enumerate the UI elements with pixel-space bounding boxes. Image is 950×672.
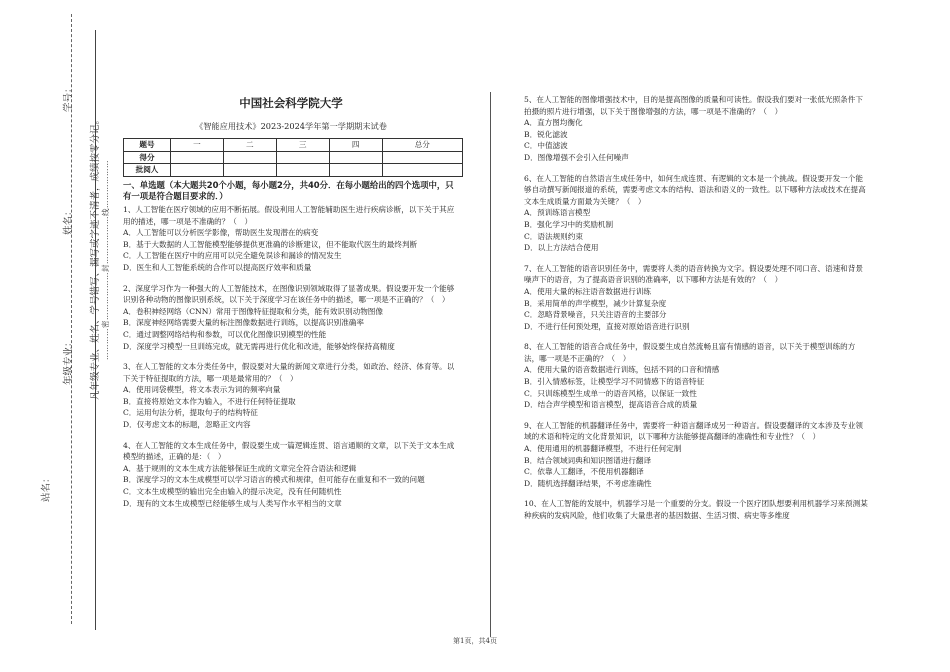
question-item — [123, 361, 459, 431]
right-column — [524, 94, 870, 531]
question-item — [524, 94, 870, 164]
answer-option[interactable]: A．使用大量的语音数据进行训练，包括不同的口音和情感 — [524, 365, 720, 375]
answer-option[interactable]: D．以上方法结合使用 — [524, 243, 599, 253]
score-cell[interactable] — [276, 151, 329, 164]
question-stem: 10、在人工智能的发展中，机器学习是一个重要的分支。假设一个医疗团队想要利用机器学习来预测某种疾病的发病风险，他们收集了大量患者的基因数据、生活习惯、病史等多维度 — [524, 499, 868, 520]
answer-option[interactable]: B．深度神经网络需要大量的标注图像数据进行训练，以提高识别准确率 — [123, 318, 364, 328]
answer-option[interactable]: C．忽略背景噪音，只关注语音的主要部分 — [524, 310, 667, 320]
answer-option[interactable]: A．人工智能可以分析医学影像，帮助医生发现潜在的病变 — [123, 228, 319, 238]
answer-option[interactable]: C．依靠人工翻译，不使用机器翻译 — [524, 467, 644, 477]
score-table-row — [124, 151, 463, 164]
grading-notice: 凡年级专业、姓名、学号错写、漏写或字迹不清者，成绩按零分记。 — [90, 114, 101, 400]
name-label: 姓名： — [63, 206, 74, 235]
grader-cell[interactable] — [382, 164, 462, 177]
question-stem: 6、在人工智能的自然语言生成任务中，如何生成连贯、有逻辑的文本是一个挑战。假设要开发一个能够自动撰写新闻报道的系统，需要考虑文本的结构、语法和语义的一致性。以下哪种方法或技术在提高文本生成质量方面最为关键？（ ） — [524, 173, 866, 206]
question-stem: 3、在人工智能的文本分类任务中，假设要对大量的新闻文章进行分类，如政治、经济、体育等。以下关于特征提取的方法，哪一项是最常用的？（ ） — [123, 362, 455, 383]
answer-option[interactable]: D．现有的文本生成模型已经能够生成与人类写作水平相当的文章 — [123, 498, 342, 508]
answer-option[interactable]: D．随机选择翻译结果，不考虑准确性 — [524, 478, 652, 488]
question-item — [123, 440, 459, 510]
answer-option[interactable]: D．医生和人工智能系统的合作可以提高医疗效率和质量 — [123, 262, 312, 272]
answer-option[interactable]: B．深度学习的文本生成模型可以学习语言的模式和规律，但可能存在重复和不一致的问题 — [123, 475, 425, 485]
table-col-2: 二 — [223, 139, 276, 152]
grader-cell[interactable] — [223, 164, 276, 177]
answer-option[interactable]: C．中值滤波 — [524, 141, 568, 151]
question-item — [524, 173, 870, 254]
table-col-4: 四 — [329, 139, 382, 152]
question-list-right — [524, 94, 870, 522]
answer-option[interactable]: B．结合领域词典和知识图谱进行翻译 — [524, 455, 652, 465]
answer-option[interactable]: A．使用词袋模型，将文本表示为词的频率向量 — [123, 385, 281, 395]
question-stem: 7、在人工智能的语音识别任务中，需要将人类的语音转换为文字。假设要处理不同口音、语速和背景噪声下的语音，为了提高语音识别的准确率，以下哪种方法是有效的？（ ） — [524, 263, 863, 285]
answer-option[interactable]: B．强化学习中的奖励机制 — [524, 219, 614, 229]
question-stem: 4、在人工智能的文本生成任务中，假设要生成一篇逻辑连贯、语言通顺的文章，以下关于文本生成模型的描述，正确的是：（ ） — [123, 440, 455, 462]
answer-option[interactable]: A．使用大量的标注语音数据进行训练 — [524, 286, 651, 296]
table-col-total: 总分 — [382, 139, 462, 152]
seal-line-label: …………密………………封………………线……………… — [101, 160, 110, 360]
question-list-left — [123, 204, 459, 509]
answer-option[interactable]: D．仅考虑文本的标题，忽略正文内容 — [123, 420, 251, 430]
answer-option[interactable]: C．通过调整网络结构和参数，可以优化图像识别模型的性能 — [123, 329, 327, 339]
answer-option[interactable]: A．使用通用的机器翻译模型，不进行任何定制 — [524, 444, 682, 454]
score-cell[interactable] — [171, 151, 224, 164]
answer-option[interactable]: A．基于规则的文本生成方法能够保证生成的文章完全符合语法和逻辑 — [123, 463, 357, 473]
score-cell[interactable] — [382, 151, 462, 164]
question-stem: 1、人工智能在医疗领域的应用不断拓展。假设利用人工智能辅助医生进行疾病诊断，以下关于其应用的描述，哪一项是不准确的？（ ） — [123, 204, 455, 226]
question-item — [123, 204, 459, 274]
university-title: 中国社会科学院大学 — [239, 96, 343, 110]
answer-option[interactable]: C．运用句法分析，提取句子的结构特征 — [123, 408, 258, 418]
table-col-1: 一 — [171, 139, 224, 152]
answer-option[interactable]: B．基于大数据的人工智能模型能够提供更准确的诊断建议，但不能取代医生的最终判断 — [123, 239, 418, 249]
score-cell[interactable] — [329, 151, 382, 164]
table-label-score: 得分 — [124, 151, 171, 164]
answer-option[interactable]: B．锐化滤波 — [524, 129, 568, 139]
answer-option[interactable]: B．引入情感标签，让模型学习不同情感下的语音特征 — [524, 377, 705, 387]
question-stem: 8、在人工智能的语音合成任务中，假设要生成自然流畅且富有情感的语音，以下关于模型训练的方法，哪一项是不正确的？（ ） — [524, 342, 856, 363]
exam-title: 《智能应用技术》2023-2024学年第一学期期末试卷 — [195, 120, 387, 131]
score-table-row — [124, 139, 463, 152]
answer-option[interactable]: A．卷积神经网络（CNN）常用于图像特征提取和分类，能有效识别动物图像 — [123, 306, 383, 316]
answer-option[interactable]: B．直接将原始文本作为输入，不进行任何特征提取 — [123, 396, 296, 406]
question-stem: 5、在人工智能的图像增强技术中，目的是提高图像的质量和可读性。假设我们要对一张低光照条件下拍摄的照片进行增强，以下关于图像增强的方法，哪一项是不准确的？（ ） — [524, 95, 863, 116]
question-stem: 2、深度学习作为一种强大的人工智能技术，在图像识别领域取得了显著成果。假设要开发一个能够识别各种动物的图像识别系统，以下关于深度学习在该任务中的描述，哪一项是不正确的？（ ） — [123, 283, 455, 305]
question-item — [524, 341, 870, 411]
answer-option[interactable]: D．不进行任何预处理，直接对原始语音进行识别 — [524, 321, 690, 331]
section-heading: 一、单选题（本大题共20个小题，每小题2分，共40分．在每小题给出的四个选项中，只有一项是符合题目要求的．） — [123, 179, 454, 202]
seat-label: 站名： — [41, 473, 52, 502]
grade-major-label: 年级专业： — [63, 337, 74, 385]
question-item — [123, 283, 459, 353]
answer-option[interactable]: C．人工智能在医疗中的应用可以完全避免误诊和漏诊的情况发生 — [123, 251, 342, 261]
question-item — [524, 420, 870, 490]
answer-option[interactable]: B．采用简单的声学模型，减少计算复杂度 — [524, 298, 667, 308]
column-divider — [490, 92, 491, 637]
grader-cell[interactable] — [329, 164, 382, 177]
grader-cell[interactable] — [276, 164, 329, 177]
table-col-3: 三 — [276, 139, 329, 152]
answer-option[interactable]: D．深度学习模型一旦训练完成，就无需再进行优化和改进，能够始终保持高精度 — [123, 341, 395, 351]
answer-option[interactable]: C．只训练模型生成单一的语音风格，以保证一致性 — [524, 388, 697, 398]
answer-option[interactable]: C．语法规则约束 — [524, 231, 583, 241]
left-column — [123, 94, 459, 518]
answer-option[interactable]: C．文本生成模型的输出完全由输入的提示决定，没有任何随机性 — [123, 487, 342, 497]
question-stem: 9、在人工智能的机器翻译任务中，需要将一种语言翻译成另一种语言。假设要翻译的文本涉及专业领域的术语和特定的文化背景知识，以下哪种方法能够提高翻译的准确性和专业性？（ ） — [524, 420, 863, 442]
answer-option[interactable]: D．图像增强不会引入任何噪声 — [524, 152, 629, 162]
score-cell[interactable] — [223, 151, 276, 164]
grader-cell[interactable] — [171, 164, 224, 177]
score-table — [123, 138, 463, 177]
table-label-question: 题号 — [124, 139, 171, 152]
answer-option[interactable]: D．结合声学模型和语言模型，提高语音合成的质量 — [524, 400, 698, 410]
question-item — [524, 263, 870, 333]
question-item — [524, 498, 870, 521]
page-footer: 第1页，共4页 — [453, 637, 497, 645]
answer-option[interactable]: A．预训练语言模型 — [524, 208, 591, 218]
score-table-row — [124, 164, 463, 177]
answer-option[interactable]: A．直方图均衡化 — [524, 118, 583, 128]
table-label-grader: 批阅人 — [124, 164, 171, 177]
student-id-label: 学号： — [63, 83, 74, 112]
